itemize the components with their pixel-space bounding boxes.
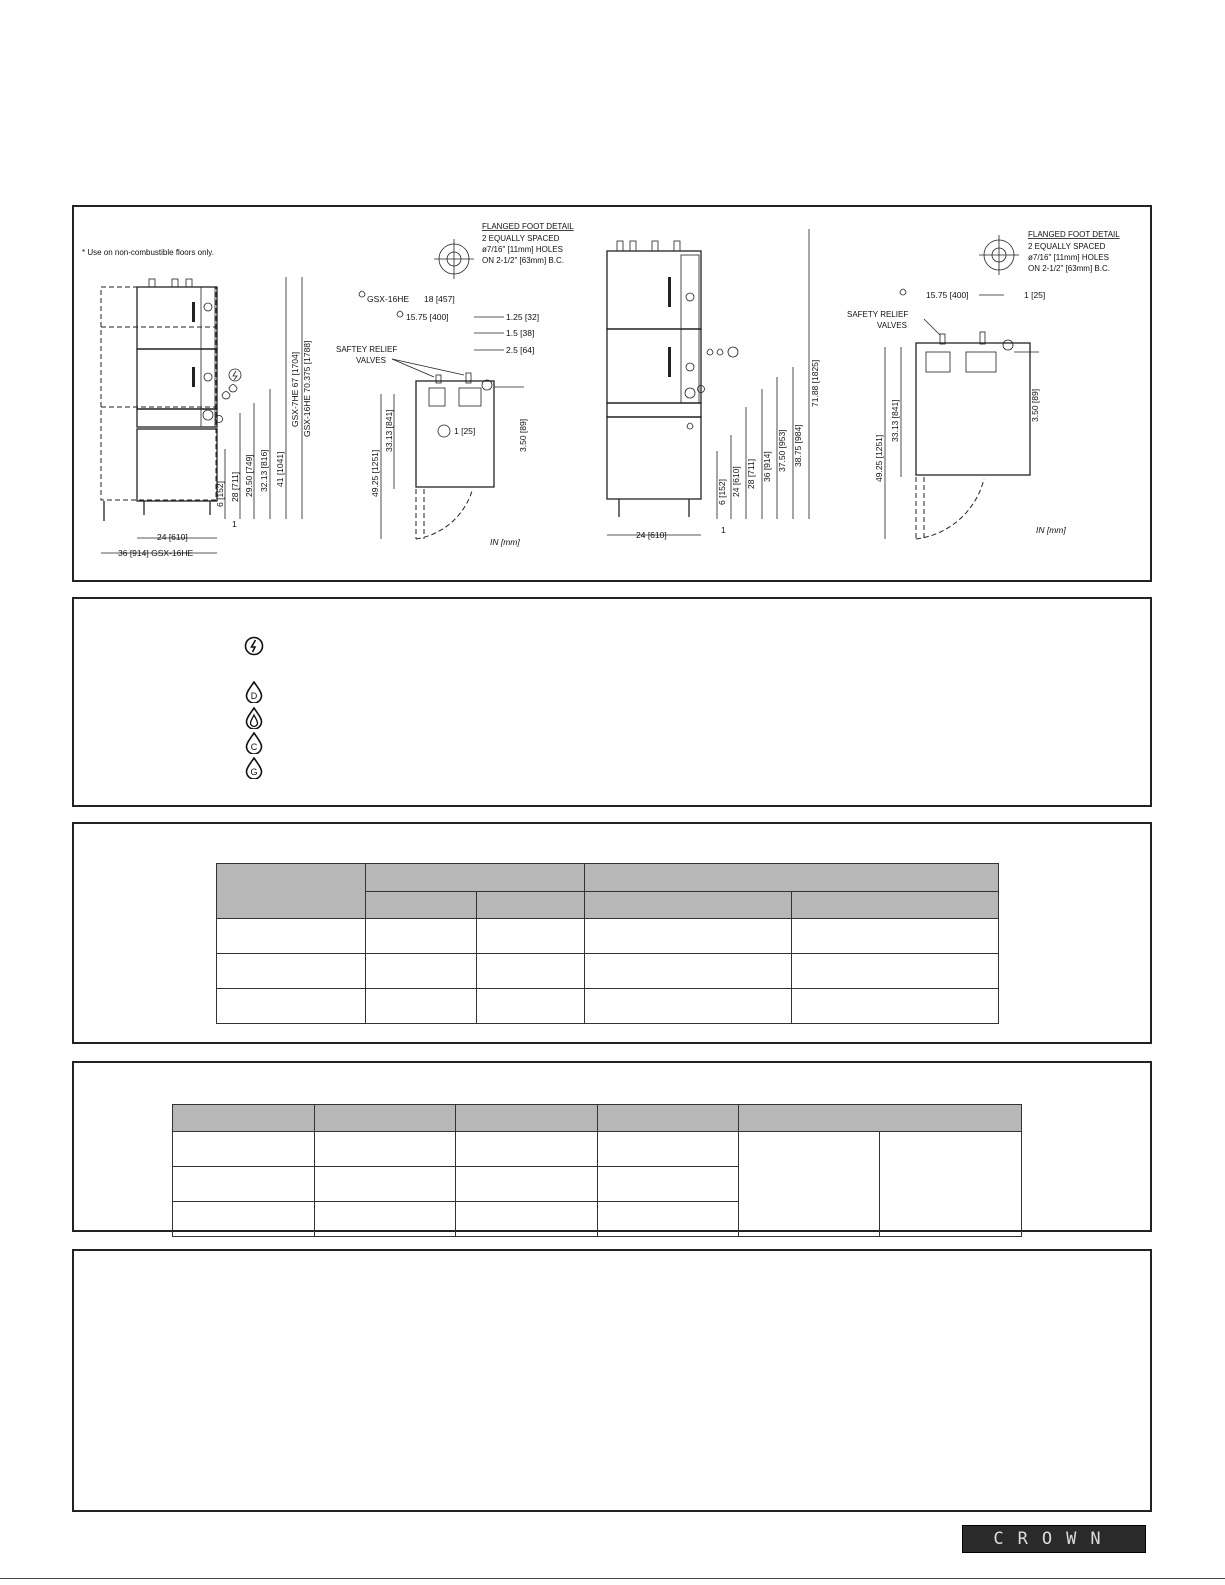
plan-view-left — [336, 222, 574, 547]
floor-note: * Use on non-combustible floors only. — [82, 248, 214, 257]
electric-icon — [244, 635, 264, 657]
dim-height-7he: GSX-7HE 67 [1704] — [290, 351, 300, 427]
table-row — [173, 1132, 1022, 1167]
dim-2950: 29.50 [749] — [244, 454, 254, 497]
dim-25: 2.5 [64] — [506, 345, 535, 355]
dim-1575-right: 15.75 [400] — [926, 290, 969, 300]
flanged-foot-line2-left: ø7/16" [11mm] HOLES — [482, 245, 563, 254]
cold-water-icon — [244, 732, 264, 754]
table-a-header-group1 — [366, 864, 585, 892]
flanged-foot-line2-right: ø7/16" [11mm] HOLES — [1028, 253, 1109, 262]
flanged-foot-title-right: FLANGED FOOT DETAIL — [1028, 230, 1120, 239]
table-row — [217, 989, 999, 1024]
cold-water-letter: C — [250, 742, 258, 752]
units-label-left: IN [mm] — [490, 537, 520, 547]
footer-divider — [0, 1578, 1225, 1579]
safety-valves-label-right-1: SAFETY RELIEF — [847, 310, 909, 319]
flanged-foot-line3-left: ON 2-1/2" [63mm] B.C. — [482, 256, 564, 265]
dim-6-front: 6 [152] — [717, 479, 727, 505]
flanged-foot-line3-right: ON 2-1/2" [63mm] B.C. — [1028, 264, 1110, 273]
table-b-header-3 — [456, 1105, 598, 1132]
dim-3750: 37.50 [953] — [777, 429, 787, 472]
crown-logo — [962, 1525, 1146, 1553]
table-a-subheader-3 — [585, 891, 792, 919]
dim-one-left: 1 — [232, 519, 237, 529]
dim-one-front: 1 — [721, 525, 726, 535]
table-row — [217, 919, 999, 954]
dim-7188: 71.88 [1825] — [810, 359, 820, 407]
safety-valves-label-left-1: SAFTEY RELIEF — [336, 345, 398, 354]
dim-18: 18 [457] — [424, 294, 455, 304]
dim-36: 36 [914] — [762, 451, 772, 482]
drain-letter: D — [250, 691, 258, 701]
dim-41: 41 [1041] — [275, 451, 285, 487]
dim-width-36: 36 [914] GSX-16HE — [118, 548, 194, 558]
dim-350-left: 3.50 [89] — [518, 418, 528, 452]
table-a-header-group2 — [585, 864, 999, 892]
table-a-subheader-1 — [366, 891, 477, 919]
dimension-drawings — [74, 207, 1150, 580]
electrical-table-panel — [72, 822, 1152, 1044]
dim-4925-right: 49.25 [1251] — [874, 434, 884, 482]
table-a-subheader-2 — [477, 891, 585, 919]
dim-28-front: 28 [711] — [746, 458, 756, 489]
dim-width-24: 24 [610] — [157, 532, 188, 542]
dim-1575-left: 15.75 [400] — [406, 312, 449, 322]
dim-3875: 38.75 [984] — [793, 424, 803, 467]
dim-1-right: 1 [25] — [1024, 290, 1046, 300]
dimension-drawings-panel — [72, 205, 1152, 582]
notes-panel — [72, 1249, 1152, 1512]
drain-icon — [244, 681, 264, 703]
gas-table — [172, 1104, 1022, 1237]
flanged-foot-title-left: FLANGED FOOT DETAIL — [482, 222, 574, 231]
plan-view-right — [847, 230, 1120, 539]
flanged-foot-line1-left: 2 EQUALLY SPACED — [482, 234, 560, 243]
dim-28: 28 [711] — [230, 471, 240, 502]
flanged-foot-line1-right: 2 EQUALLY SPACED — [1028, 242, 1106, 251]
generator-water-letter: G — [250, 767, 258, 777]
safety-valves-label-right-2: VALVES — [877, 321, 907, 330]
dim-350-right: 3.50 [89] — [1030, 388, 1040, 422]
table-row — [217, 954, 999, 989]
dim-4925-left: 49.25 [1251] — [370, 449, 380, 497]
dim-gsx16he-label: GSX-16HE — [367, 294, 410, 304]
logo-text: CROWN — [993, 1529, 1115, 1549]
dim-height-16he: GSX-16HE 70.375 [1788] — [302, 340, 312, 437]
front-elevation-view — [607, 229, 820, 540]
table-a-header-model — [217, 864, 366, 919]
safety-valves-label-left-2: VALVES — [356, 356, 386, 365]
table-a-subheader-4 — [792, 891, 999, 919]
gas-icon — [244, 707, 264, 729]
dim-125: 1.25 [32] — [506, 312, 540, 322]
side-elevation-view — [101, 277, 312, 558]
dim-6: 6 [152] — [215, 481, 225, 507]
dim-width-24-front: 24 [610] — [636, 530, 667, 540]
electrical-table — [216, 863, 999, 1024]
dim-1-left: 1 [25] — [454, 426, 476, 436]
table-b-header-2 — [315, 1105, 456, 1132]
dim-15: 1.5 [38] — [506, 328, 535, 338]
table-b-header-5 — [739, 1105, 1022, 1132]
table-b-header-1 — [173, 1105, 315, 1132]
dim-3213: 32.13 [816] — [259, 449, 269, 492]
units-label-right: IN [mm] — [1036, 525, 1066, 535]
dim-3313-right: 33.13 [841] — [890, 399, 900, 442]
dim-3313-left: 33.13 [841] — [384, 409, 394, 452]
connections-legend-panel — [72, 597, 1152, 807]
dim-24-front: 24 [610] — [731, 466, 741, 497]
table-b-header-4 — [598, 1105, 739, 1132]
generator-water-icon — [244, 757, 264, 779]
gas-table-panel — [72, 1061, 1152, 1232]
